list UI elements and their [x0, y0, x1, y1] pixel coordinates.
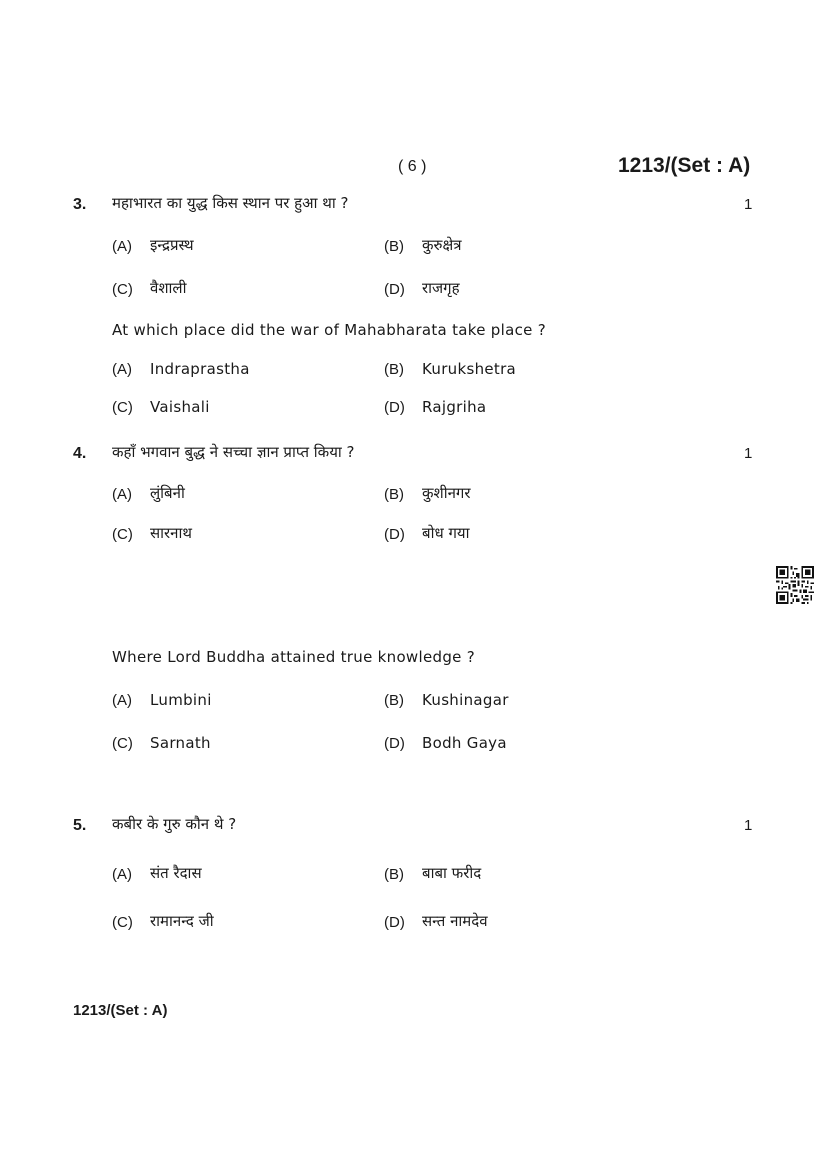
option-label: (C) [112, 914, 133, 931]
question-text-hindi: कबीर के गुरु कौन थे ? [112, 815, 237, 833]
question-text-hindi: कहाँ भगवान बुद्ध ने सच्चा ज्ञान प्राप्त किया ? [112, 443, 355, 461]
option-text: बोध गया [422, 524, 470, 542]
option-label: (B) [384, 238, 404, 255]
option-label: (B) [384, 486, 404, 503]
option-label: (B) [384, 361, 404, 378]
question-text-english: At which place did the war of Mahabharata take place ? [112, 321, 546, 339]
option-label: (A) [112, 866, 132, 883]
option-label: (C) [112, 281, 133, 298]
question-number: 3. [73, 196, 87, 213]
paper-code-header: 1213/(Set : A) [618, 154, 751, 177]
option-text: Kushinagar [422, 691, 509, 709]
option-label: (D) [384, 399, 405, 416]
option-text: लुंबिनी [150, 484, 185, 502]
question-text-hindi: महाभारत का युद्ध किस स्थान पर हुआ था ? [112, 194, 349, 212]
option-text: कुशीनगर [422, 484, 471, 502]
option-label: (D) [384, 914, 405, 931]
option-text: Sarnath [150, 734, 211, 752]
option-label: (C) [112, 399, 133, 416]
option-label: (B) [384, 866, 404, 883]
option-text: Rajgriha [422, 398, 487, 416]
option-text: कुरुक्षेत्र [422, 236, 462, 254]
option-text: संत रैदास [150, 864, 202, 882]
paper-code-footer: 1213/(Set : A) [73, 1002, 168, 1019]
question-marks: 1 [744, 817, 753, 834]
option-text: सन्त नामदेव [422, 912, 488, 930]
option-label: (A) [112, 361, 132, 378]
question-marks: 1 [744, 196, 753, 213]
option-text: Lumbini [150, 691, 212, 709]
question-marks: 1 [744, 445, 753, 462]
option-label: (D) [384, 281, 405, 298]
option-text: वैशाली [150, 279, 187, 297]
page-number: ( 6 ) [398, 158, 427, 175]
option-label: (B) [384, 692, 404, 709]
qr-code-icon [776, 566, 814, 604]
option-text: Indraprastha [150, 360, 250, 378]
question-number: 5. [73, 817, 87, 834]
option-text: राजगृह [422, 279, 460, 297]
option-text: इन्द्रप्रस्थ [150, 236, 194, 254]
option-text: बाबा फरीद [422, 864, 482, 882]
option-label: (D) [384, 526, 405, 543]
option-label: (D) [384, 735, 405, 752]
option-text: Vaishali [150, 398, 210, 416]
option-text: Bodh Gaya [422, 734, 507, 752]
option-text: Kurukshetra [422, 360, 517, 378]
option-label: (A) [112, 486, 132, 503]
option-label: (C) [112, 526, 133, 543]
option-label: (C) [112, 735, 133, 752]
question-text-english: Where Lord Buddha attained true knowledge ? [112, 648, 475, 666]
question-number: 4. [73, 445, 87, 462]
option-label: (A) [112, 692, 132, 709]
option-text: सारनाथ [150, 524, 192, 542]
option-text: रामानन्द जी [150, 912, 214, 930]
option-label: (A) [112, 238, 132, 255]
